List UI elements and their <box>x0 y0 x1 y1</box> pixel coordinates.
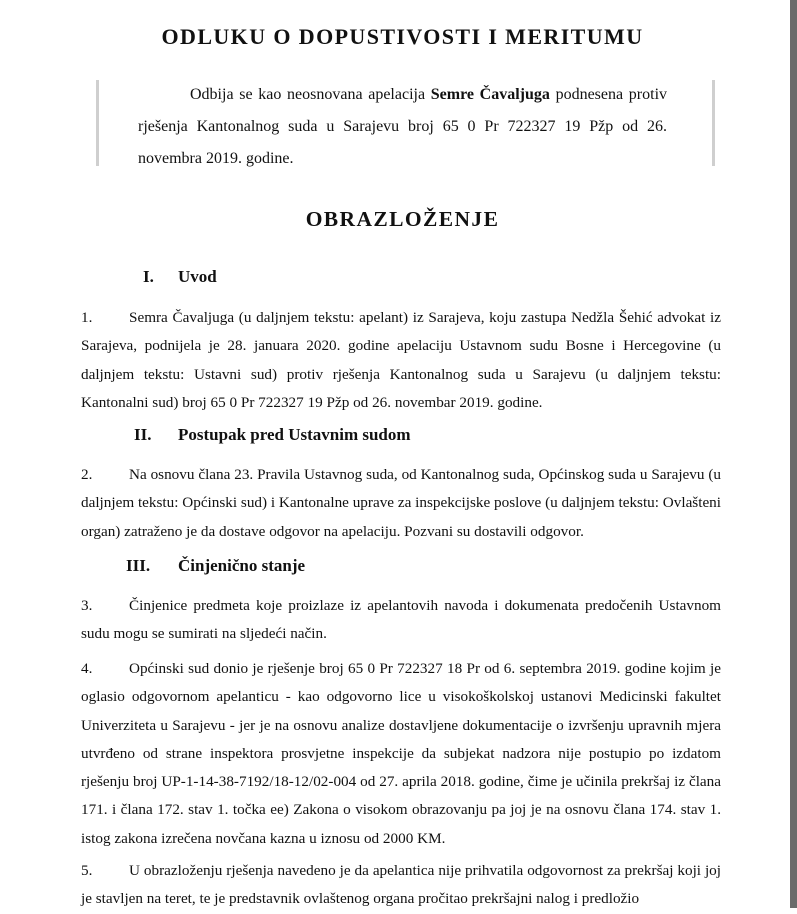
paragraph-number: 2. <box>81 466 93 483</box>
section-title: Činjenično stanje <box>178 556 306 575</box>
section-number: III. <box>126 556 151 575</box>
paragraph-3 <box>81 592 721 649</box>
decision-text-before: Odbija se kao neosnovana apelacija <box>190 86 431 103</box>
paragraph-number: 3. <box>81 597 93 614</box>
section-heading-postupak <box>134 425 411 445</box>
section-heading-cinjenicno-stanje <box>126 556 305 576</box>
document-title: ODLUKU O DOPUSTIVOSTI I MERITUMU <box>161 24 644 49</box>
section-number: II. <box>134 425 152 444</box>
paragraph-number: 1. <box>81 309 93 326</box>
paragraph-text: U obrazloženju rješenja navedeno je da apelantica nije prihvatila odgovornost za prekršaj koji joj je stavljen na teret, te je predstavnik ovlaštenog organa pročitao prekršajni nalog i predložio <box>81 862 721 908</box>
section-heading-uvod <box>143 267 217 287</box>
paragraph-text: Činjenice predmeta koje proizlaze iz apelantovih navoda i dokumenata predočenih Ustavnom sudu mogu se sumirati na sljedeći način. <box>81 597 721 643</box>
decision-text <box>138 79 667 175</box>
paragraph-number: 5. <box>81 862 93 879</box>
decision-text-after: podnesena protiv rješenja Kantonalnog suda u Sarajevu broj 65 0 Pr 722327 19 Pžp od 26. novembra 2019. godine. <box>138 86 668 167</box>
appellant-name: Semre Čavaljuga <box>430 86 550 103</box>
section-number: I. <box>143 267 154 286</box>
paragraph-1 <box>81 304 721 417</box>
reasoning-heading: OBRAZLOŽENJE <box>305 207 500 231</box>
paragraph-number: 4. <box>81 660 93 677</box>
paragraph-5 <box>81 857 721 914</box>
section-title: Postupak pred Ustavnim sudom <box>178 425 411 444</box>
viewer-scroll-edge <box>790 0 797 908</box>
paragraph-text: Semra Čavaljuga (u daljnjem tekstu: apelant) iz Sarajeva, koju zastupa Nedžla Šehić advokat iz Sarajeva, podnijela je 28. januara 2020. godine apelaciju Ustavnom sudu Bosne i Hercegovine (u daljnjem tekstu: Ustavni sud) protiv rješenja Kantonalnog suda u Sarajevu (u daljnjem tekstu: Kantonalni sud) broj 65 0 Pr 722327 19 Pžp od 26. novembar 2019. godine. <box>81 309 721 411</box>
section-title: Uvod <box>178 267 217 286</box>
paragraph-text: Općinski sud donio je rješenje broj 65 0 Pr 722327 18 Pr od 6. septembra 2019. godine kojim je oglasio odgovornom apelanticu - kao odgovorno lice u visokoškolskoj ustanovi Medicinski fakultet Univerziteta u Sarajevu - jer je na osnovu analize dostavljene dokumentacije o izvršenju upravnih mjera utvrđeno od strane inspektora prosvjetne inspekcije da subjekat nadzora nije postupio po izdatom rješenju broj UP-1-14-38-7192/18-12/02-004 od 27. aprila 2018. godine, čime je učinila prekršaj iz člana 171. i člana 172. stav 1. točka ee) Zakona o visokom obrazovanju pa joj je na osnovu člana 174. stav 1. istog zakona izrečena novčana kazna u iznosu od 2000 KM. <box>81 660 721 847</box>
paragraph-text: Na osnovu člana 23. Pravila Ustavnog suda, od Kantonalnog suda, Općinskog suda u Sarajevu (u daljnjem tekstu: Općinski sud) i Kantonalne uprave za inspekcijske poslove (u daljnjem tekstu: Ovlašteni organ) zatraženo je da dostave odgovor na apelaciju. Pozvani su dostavili odgovor. <box>81 466 721 540</box>
paragraph-4 <box>81 655 721 853</box>
paragraph-2 <box>81 461 721 546</box>
